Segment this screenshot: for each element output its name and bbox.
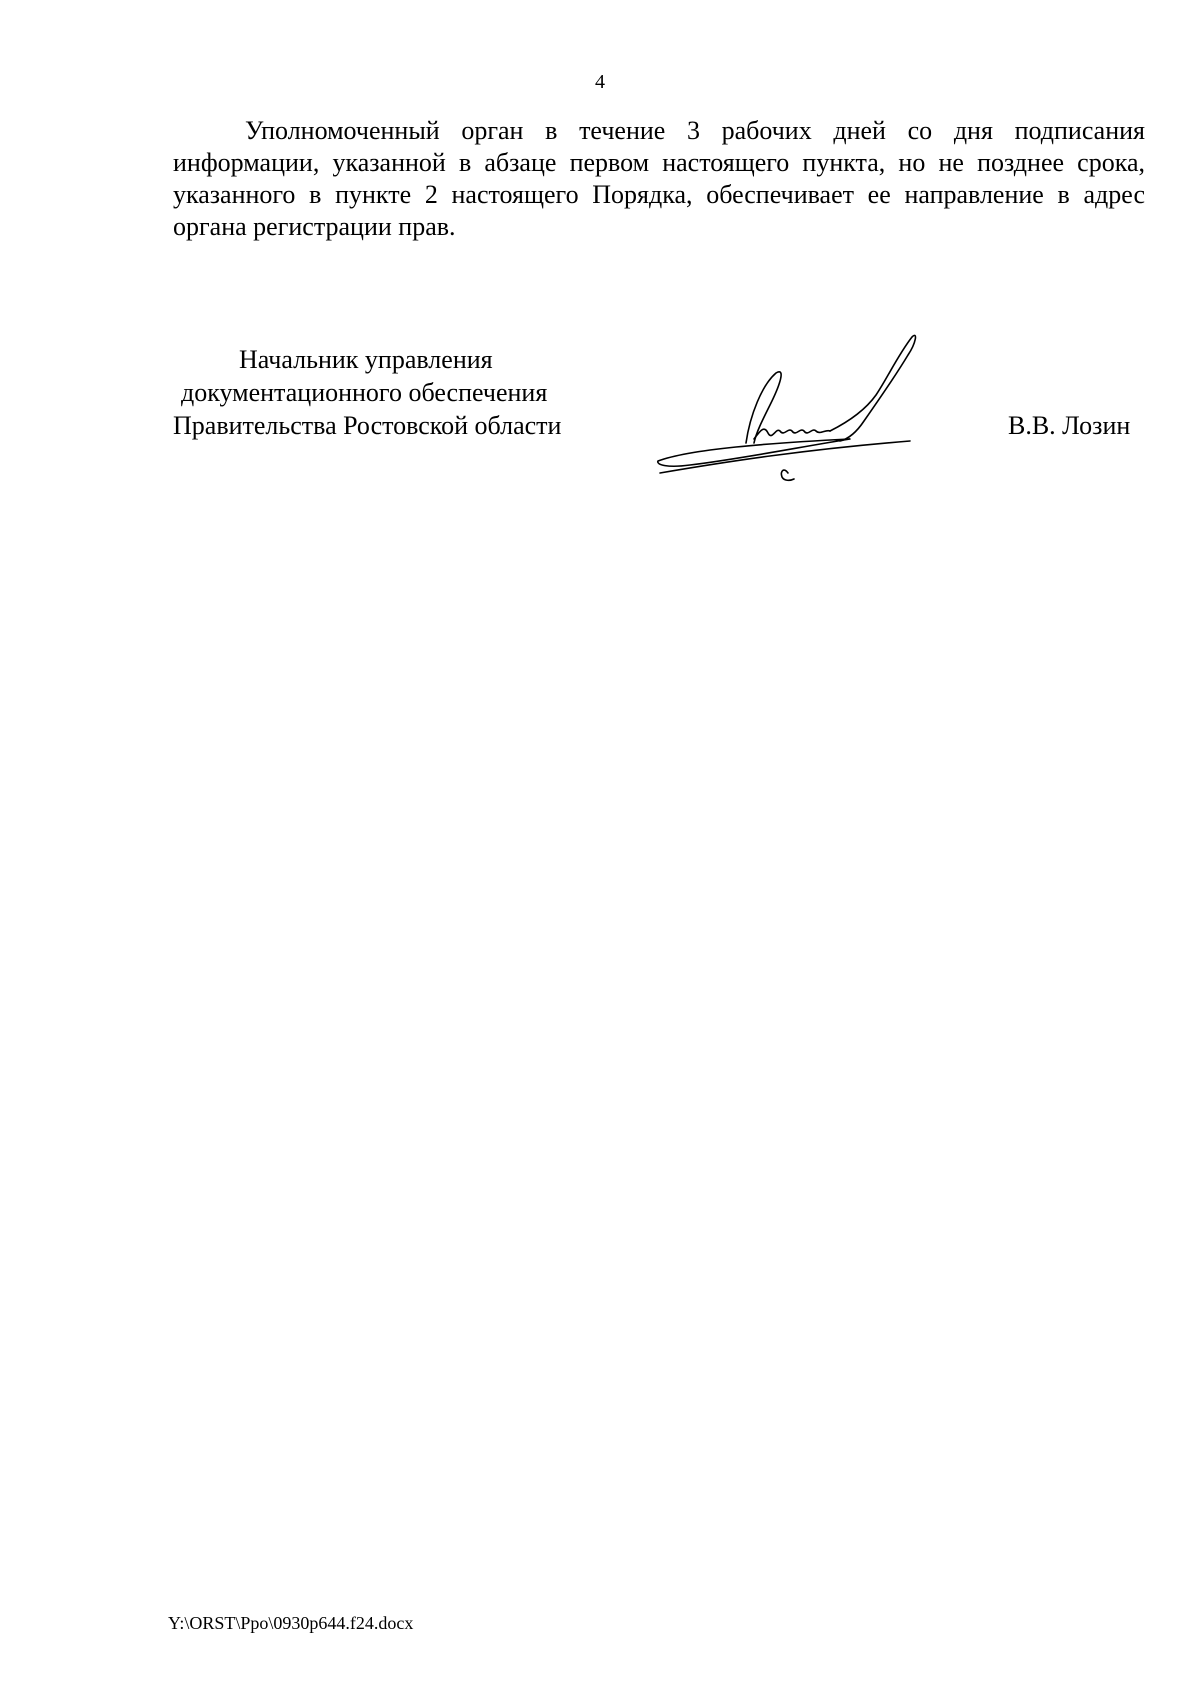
body-paragraph: Уполномоченный орган в течение 3 рабочих дней со дня подписания информации, указанной в абзаце первом настоящего пункта, но не позднее срока, указанного в пункте 2 настоящего Порядка, обеспечивает ее направление в адрес органа регистрации прав.: [173, 116, 1145, 241]
handwritten-signature: [650, 325, 990, 485]
signer-title-line-1: Начальник управления: [239, 345, 493, 374]
signer-title-line-3: Правительства Ростовской области: [173, 411, 562, 440]
signer-title-line-2: документационного обеспечения: [181, 378, 548, 407]
page-number: 4: [595, 71, 605, 93]
file-path: Y:\ORST\Ppo\0930p644.f24.docx: [168, 1613, 414, 1633]
signer-name: В.В. Лозин: [1008, 411, 1131, 440]
signer-title: [163, 343, 623, 442]
